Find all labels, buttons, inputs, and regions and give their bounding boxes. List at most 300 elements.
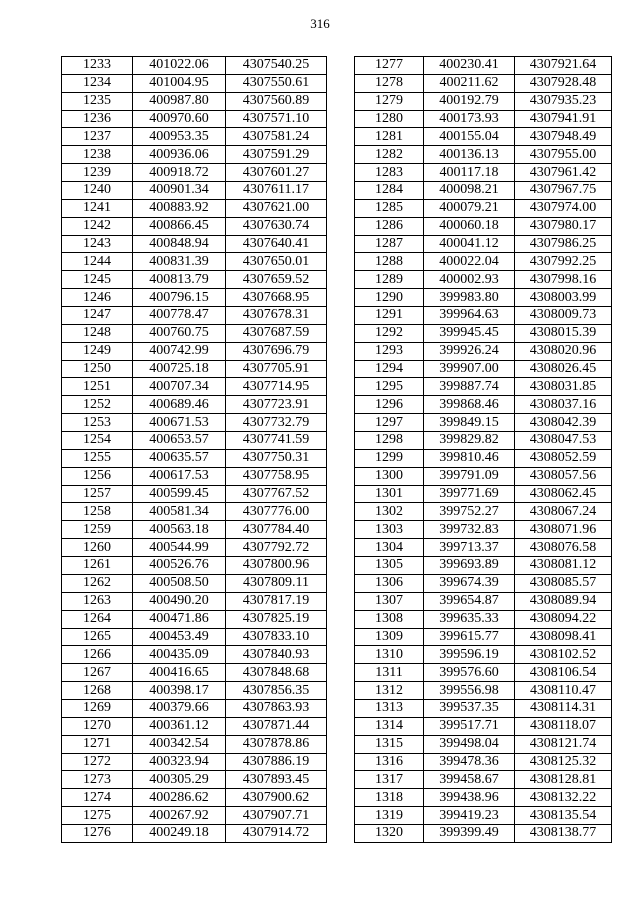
y-coordinate-cell: 4307540.25	[226, 57, 327, 75]
table-row	[62, 682, 327, 700]
x-coordinate-cell: 400471.86	[133, 610, 226, 628]
x-coordinate-cell: 400689.46	[133, 396, 226, 414]
y-coordinate-cell: 4307833.10	[226, 628, 327, 646]
y-coordinate-cell: 4308094.22	[515, 610, 612, 628]
y-coordinate-cell: 4307714.95	[226, 378, 327, 396]
x-coordinate-cell: 400987.80	[133, 92, 226, 110]
x-coordinate-cell: 399887.74	[424, 378, 515, 396]
x-coordinate-cell: 399810.46	[424, 449, 515, 467]
x-coordinate-cell: 400848.94	[133, 235, 226, 253]
table-row	[62, 646, 327, 664]
point-number-cell: 1287	[355, 235, 424, 253]
table-row	[355, 307, 612, 325]
point-number-cell: 1260	[62, 539, 133, 557]
table-row	[62, 771, 327, 789]
x-coordinate-cell: 400041.12	[424, 235, 515, 253]
y-coordinate-cell: 4307907.71	[226, 807, 327, 825]
point-number-cell: 1247	[62, 307, 133, 325]
y-coordinate-cell: 4308047.53	[515, 432, 612, 450]
x-coordinate-cell: 400760.75	[133, 324, 226, 342]
table-row	[62, 824, 327, 842]
table-row	[62, 253, 327, 271]
coordinate-table-right	[354, 56, 612, 843]
point-number-cell: 1276	[62, 824, 133, 842]
x-coordinate-cell: 400136.13	[424, 146, 515, 164]
x-coordinate-cell: 399829.82	[424, 432, 515, 450]
point-number-cell: 1236	[62, 110, 133, 128]
table-row	[62, 557, 327, 575]
x-coordinate-cell: 401022.06	[133, 57, 226, 75]
table-row	[355, 217, 612, 235]
point-number-cell: 1250	[62, 360, 133, 378]
x-coordinate-cell: 400653.57	[133, 432, 226, 450]
table-row	[355, 253, 612, 271]
point-number-cell: 1269	[62, 699, 133, 717]
table-row	[355, 378, 612, 396]
point-number-cell: 1241	[62, 199, 133, 217]
table-row	[355, 110, 612, 128]
x-coordinate-cell: 399438.96	[424, 789, 515, 807]
x-coordinate-cell: 399478.36	[424, 753, 515, 771]
x-coordinate-cell: 400901.34	[133, 182, 226, 200]
point-number-cell: 1275	[62, 807, 133, 825]
y-coordinate-cell: 4308102.52	[515, 646, 612, 664]
y-coordinate-cell: 4308089.94	[515, 592, 612, 610]
table-row	[62, 57, 327, 75]
point-number-cell: 1312	[355, 682, 424, 700]
y-coordinate-cell: 4308062.45	[515, 485, 612, 503]
y-coordinate-cell: 4307878.86	[226, 735, 327, 753]
table-row	[355, 824, 612, 842]
point-number-cell: 1257	[62, 485, 133, 503]
point-number-cell: 1295	[355, 378, 424, 396]
point-number-cell: 1265	[62, 628, 133, 646]
table-row	[355, 789, 612, 807]
x-coordinate-cell: 400742.99	[133, 342, 226, 360]
point-number-cell: 1246	[62, 289, 133, 307]
x-coordinate-cell: 399983.80	[424, 289, 515, 307]
x-coordinate-cell: 400230.41	[424, 57, 515, 75]
point-number-cell: 1298	[355, 432, 424, 450]
point-number-cell: 1317	[355, 771, 424, 789]
table-row	[62, 592, 327, 610]
point-number-cell: 1239	[62, 164, 133, 182]
y-coordinate-cell: 4307961.42	[515, 164, 612, 182]
x-coordinate-cell: 400098.21	[424, 182, 515, 200]
x-coordinate-cell: 400117.18	[424, 164, 515, 182]
table-row	[62, 467, 327, 485]
x-coordinate-cell: 399752.27	[424, 503, 515, 521]
table-row	[355, 235, 612, 253]
x-coordinate-cell: 400581.34	[133, 503, 226, 521]
point-number-cell: 1255	[62, 449, 133, 467]
point-number-cell: 1314	[355, 717, 424, 735]
x-coordinate-cell: 400060.18	[424, 217, 515, 235]
point-number-cell: 1320	[355, 824, 424, 842]
y-coordinate-cell: 4308121.74	[515, 735, 612, 753]
point-number-cell: 1293	[355, 342, 424, 360]
x-coordinate-cell: 399517.71	[424, 717, 515, 735]
y-coordinate-cell: 4307601.27	[226, 164, 327, 182]
table-row	[62, 432, 327, 450]
y-coordinate-cell: 4308067.24	[515, 503, 612, 521]
table-row	[62, 753, 327, 771]
y-coordinate-cell: 4307784.40	[226, 521, 327, 539]
y-coordinate-cell: 4308118.07	[515, 717, 612, 735]
point-number-cell: 1240	[62, 182, 133, 200]
table-row	[62, 164, 327, 182]
table-row	[355, 289, 612, 307]
y-coordinate-cell: 4307986.25	[515, 235, 612, 253]
table-row	[355, 360, 612, 378]
x-coordinate-cell: 400953.35	[133, 128, 226, 146]
x-coordinate-cell: 400490.20	[133, 592, 226, 610]
y-coordinate-cell: 4307591.29	[226, 146, 327, 164]
table-row	[355, 503, 612, 521]
y-coordinate-cell: 4308052.59	[515, 449, 612, 467]
y-coordinate-cell: 4307696.79	[226, 342, 327, 360]
point-number-cell: 1308	[355, 610, 424, 628]
point-number-cell: 1307	[355, 592, 424, 610]
point-number-cell: 1297	[355, 414, 424, 432]
x-coordinate-cell: 399615.77	[424, 628, 515, 646]
point-number-cell: 1280	[355, 110, 424, 128]
x-coordinate-cell: 400544.99	[133, 539, 226, 557]
table-row	[62, 74, 327, 92]
y-coordinate-cell: 4307863.93	[226, 699, 327, 717]
y-coordinate-cell: 4307776.00	[226, 503, 327, 521]
y-coordinate-cell: 4307758.95	[226, 467, 327, 485]
x-coordinate-cell: 400617.53	[133, 467, 226, 485]
y-coordinate-cell: 4308071.96	[515, 521, 612, 539]
y-coordinate-cell: 4308132.22	[515, 789, 612, 807]
x-coordinate-cell: 400671.53	[133, 414, 226, 432]
point-number-cell: 1271	[62, 735, 133, 753]
point-number-cell: 1288	[355, 253, 424, 271]
y-coordinate-cell: 4308125.32	[515, 753, 612, 771]
table-row	[355, 807, 612, 825]
x-coordinate-cell: 400267.92	[133, 807, 226, 825]
point-number-cell: 1292	[355, 324, 424, 342]
point-number-cell: 1258	[62, 503, 133, 521]
y-coordinate-cell: 4308110.47	[515, 682, 612, 700]
point-number-cell: 1267	[62, 664, 133, 682]
point-number-cell: 1304	[355, 539, 424, 557]
y-coordinate-cell: 4308020.96	[515, 342, 612, 360]
point-number-cell: 1318	[355, 789, 424, 807]
y-coordinate-cell: 4308098.41	[515, 628, 612, 646]
y-coordinate-cell: 4307767.52	[226, 485, 327, 503]
y-coordinate-cell: 4307998.16	[515, 271, 612, 289]
table-row	[355, 646, 612, 664]
y-coordinate-cell: 4307678.31	[226, 307, 327, 325]
y-coordinate-cell: 4308106.54	[515, 664, 612, 682]
table-row	[62, 360, 327, 378]
point-number-cell: 1302	[355, 503, 424, 521]
point-number-cell: 1278	[355, 74, 424, 92]
y-coordinate-cell: 4307817.19	[226, 592, 327, 610]
y-coordinate-cell: 4308057.56	[515, 467, 612, 485]
x-coordinate-cell: 400813.79	[133, 271, 226, 289]
y-coordinate-cell: 4307621.00	[226, 199, 327, 217]
y-coordinate-cell: 4308138.77	[515, 824, 612, 842]
table-row	[62, 503, 327, 521]
table-row	[355, 485, 612, 503]
y-coordinate-cell: 4307630.74	[226, 217, 327, 235]
y-coordinate-cell: 4308042.39	[515, 414, 612, 432]
table-row	[62, 485, 327, 503]
y-coordinate-cell: 4307848.68	[226, 664, 327, 682]
table-row	[62, 128, 327, 146]
table-row	[62, 92, 327, 110]
point-number-cell: 1301	[355, 485, 424, 503]
x-coordinate-cell: 400707.34	[133, 378, 226, 396]
table-row	[62, 324, 327, 342]
table-row	[62, 146, 327, 164]
point-number-cell: 1305	[355, 557, 424, 575]
y-coordinate-cell: 4307732.79	[226, 414, 327, 432]
y-coordinate-cell: 4307974.00	[515, 199, 612, 217]
x-coordinate-cell: 399576.60	[424, 664, 515, 682]
x-coordinate-cell: 399771.69	[424, 485, 515, 503]
x-coordinate-cell: 400416.65	[133, 664, 226, 682]
x-coordinate-cell: 400192.79	[424, 92, 515, 110]
table-row	[62, 289, 327, 307]
point-number-cell: 1268	[62, 682, 133, 700]
point-number-cell: 1274	[62, 789, 133, 807]
point-number-cell: 1243	[62, 235, 133, 253]
x-coordinate-cell: 399868.46	[424, 396, 515, 414]
point-number-cell: 1291	[355, 307, 424, 325]
y-coordinate-cell: 4308081.12	[515, 557, 612, 575]
table-row	[62, 735, 327, 753]
table-row	[62, 628, 327, 646]
point-number-cell: 1311	[355, 664, 424, 682]
x-coordinate-cell: 399537.35	[424, 699, 515, 717]
table-row	[355, 699, 612, 717]
table-row	[355, 146, 612, 164]
y-coordinate-cell: 4307928.48	[515, 74, 612, 92]
x-coordinate-cell: 400323.94	[133, 753, 226, 771]
table-row	[355, 467, 612, 485]
table-row	[355, 128, 612, 146]
table-row	[62, 789, 327, 807]
x-coordinate-cell: 400936.06	[133, 146, 226, 164]
point-number-cell: 1286	[355, 217, 424, 235]
x-coordinate-cell: 399732.83	[424, 521, 515, 539]
x-coordinate-cell: 399419.23	[424, 807, 515, 825]
y-coordinate-cell: 4308085.57	[515, 574, 612, 592]
table-row	[62, 414, 327, 432]
point-number-cell: 1279	[355, 92, 424, 110]
point-number-cell: 1233	[62, 57, 133, 75]
x-coordinate-cell: 399674.39	[424, 574, 515, 592]
point-number-cell: 1273	[62, 771, 133, 789]
table-row	[62, 217, 327, 235]
point-number-cell: 1299	[355, 449, 424, 467]
table-row	[355, 592, 612, 610]
y-coordinate-cell: 4307581.24	[226, 128, 327, 146]
point-number-cell: 1254	[62, 432, 133, 450]
x-coordinate-cell: 400305.29	[133, 771, 226, 789]
y-coordinate-cell: 4307825.19	[226, 610, 327, 628]
table-row	[355, 521, 612, 539]
point-number-cell: 1281	[355, 128, 424, 146]
point-number-cell: 1234	[62, 74, 133, 92]
y-coordinate-cell: 4307668.95	[226, 289, 327, 307]
table-row	[62, 664, 327, 682]
y-coordinate-cell: 4307893.45	[226, 771, 327, 789]
x-coordinate-cell: 400249.18	[133, 824, 226, 842]
point-number-cell: 1272	[62, 753, 133, 771]
point-number-cell: 1256	[62, 467, 133, 485]
x-coordinate-cell: 399556.98	[424, 682, 515, 700]
y-coordinate-cell: 4307560.89	[226, 92, 327, 110]
table-row	[355, 753, 612, 771]
y-coordinate-cell: 4307914.72	[226, 824, 327, 842]
y-coordinate-cell: 4307800.96	[226, 557, 327, 575]
y-coordinate-cell: 4307640.41	[226, 235, 327, 253]
x-coordinate-cell: 399498.04	[424, 735, 515, 753]
x-coordinate-cell: 399596.19	[424, 646, 515, 664]
point-number-cell: 1252	[62, 396, 133, 414]
x-coordinate-cell: 400883.92	[133, 199, 226, 217]
table-row	[62, 807, 327, 825]
point-number-cell: 1289	[355, 271, 424, 289]
table-row	[355, 717, 612, 735]
table-row	[355, 449, 612, 467]
table-row	[62, 110, 327, 128]
table-row	[62, 307, 327, 325]
table-row	[62, 610, 327, 628]
y-coordinate-cell: 4307840.93	[226, 646, 327, 664]
point-number-cell: 1306	[355, 574, 424, 592]
point-number-cell: 1277	[355, 57, 424, 75]
x-coordinate-cell: 399964.63	[424, 307, 515, 325]
x-coordinate-cell: 400002.93	[424, 271, 515, 289]
point-number-cell: 1319	[355, 807, 424, 825]
point-number-cell: 1310	[355, 646, 424, 664]
table-row	[355, 557, 612, 575]
x-coordinate-cell: 400022.04	[424, 253, 515, 271]
table-row	[355, 735, 612, 753]
y-coordinate-cell: 4308003.99	[515, 289, 612, 307]
point-number-cell: 1315	[355, 735, 424, 753]
point-number-cell: 1248	[62, 324, 133, 342]
table-row	[355, 539, 612, 557]
x-coordinate-cell: 400173.93	[424, 110, 515, 128]
point-number-cell: 1259	[62, 521, 133, 539]
table-row	[355, 342, 612, 360]
x-coordinate-cell: 400079.21	[424, 199, 515, 217]
point-number-cell: 1262	[62, 574, 133, 592]
table-row	[62, 717, 327, 735]
y-coordinate-cell: 4308026.45	[515, 360, 612, 378]
table-row	[355, 682, 612, 700]
table-row	[62, 396, 327, 414]
point-number-cell: 1249	[62, 342, 133, 360]
table-row	[355, 164, 612, 182]
x-coordinate-cell: 399791.09	[424, 467, 515, 485]
x-coordinate-cell: 399926.24	[424, 342, 515, 360]
x-coordinate-cell: 399654.87	[424, 592, 515, 610]
y-coordinate-cell: 4307571.10	[226, 110, 327, 128]
point-number-cell: 1245	[62, 271, 133, 289]
point-number-cell: 1253	[62, 414, 133, 432]
point-number-cell: 1300	[355, 467, 424, 485]
x-coordinate-cell: 400508.50	[133, 574, 226, 592]
point-number-cell: 1282	[355, 146, 424, 164]
x-coordinate-cell: 400342.54	[133, 735, 226, 753]
x-coordinate-cell: 400563.18	[133, 521, 226, 539]
table-row	[355, 432, 612, 450]
table-row	[62, 449, 327, 467]
point-number-cell: 1290	[355, 289, 424, 307]
y-coordinate-cell: 4307809.11	[226, 574, 327, 592]
x-coordinate-cell: 400778.47	[133, 307, 226, 325]
y-coordinate-cell: 4307935.23	[515, 92, 612, 110]
x-coordinate-cell: 401004.95	[133, 74, 226, 92]
x-coordinate-cell: 399693.89	[424, 557, 515, 575]
y-coordinate-cell: 4308037.16	[515, 396, 612, 414]
point-number-cell: 1263	[62, 592, 133, 610]
x-coordinate-cell: 399849.15	[424, 414, 515, 432]
table-row	[355, 199, 612, 217]
x-coordinate-cell: 400831.39	[133, 253, 226, 271]
y-coordinate-cell: 4307941.91	[515, 110, 612, 128]
table-row	[355, 271, 612, 289]
y-coordinate-cell: 4308015.39	[515, 324, 612, 342]
table-row	[355, 610, 612, 628]
y-coordinate-cell: 4307886.19	[226, 753, 327, 771]
x-coordinate-cell: 399399.49	[424, 824, 515, 842]
point-number-cell: 1296	[355, 396, 424, 414]
table-row	[62, 699, 327, 717]
y-coordinate-cell: 4307741.59	[226, 432, 327, 450]
point-number-cell: 1294	[355, 360, 424, 378]
x-coordinate-cell: 400286.62	[133, 789, 226, 807]
y-coordinate-cell: 4308135.54	[515, 807, 612, 825]
x-coordinate-cell: 400970.60	[133, 110, 226, 128]
x-coordinate-cell: 400211.62	[424, 74, 515, 92]
table-row	[355, 574, 612, 592]
table-row	[355, 664, 612, 682]
y-coordinate-cell: 4308114.31	[515, 699, 612, 717]
x-coordinate-cell: 400526.76	[133, 557, 226, 575]
table-row	[62, 378, 327, 396]
y-coordinate-cell: 4307723.91	[226, 396, 327, 414]
y-coordinate-cell: 4307611.17	[226, 182, 327, 200]
y-coordinate-cell: 4307992.25	[515, 253, 612, 271]
point-number-cell: 1316	[355, 753, 424, 771]
x-coordinate-cell: 399458.67	[424, 771, 515, 789]
y-coordinate-cell: 4307705.91	[226, 360, 327, 378]
y-coordinate-cell: 4307980.17	[515, 217, 612, 235]
point-number-cell: 1242	[62, 217, 133, 235]
x-coordinate-cell: 400435.09	[133, 646, 226, 664]
x-coordinate-cell: 400379.66	[133, 699, 226, 717]
table-row	[355, 92, 612, 110]
x-coordinate-cell: 399945.45	[424, 324, 515, 342]
y-coordinate-cell: 4307856.35	[226, 682, 327, 700]
point-number-cell: 1266	[62, 646, 133, 664]
x-coordinate-cell: 400796.15	[133, 289, 226, 307]
y-coordinate-cell: 4307900.62	[226, 789, 327, 807]
table-row	[355, 771, 612, 789]
table-row	[62, 342, 327, 360]
x-coordinate-cell: 400635.57	[133, 449, 226, 467]
x-coordinate-cell: 400361.12	[133, 717, 226, 735]
